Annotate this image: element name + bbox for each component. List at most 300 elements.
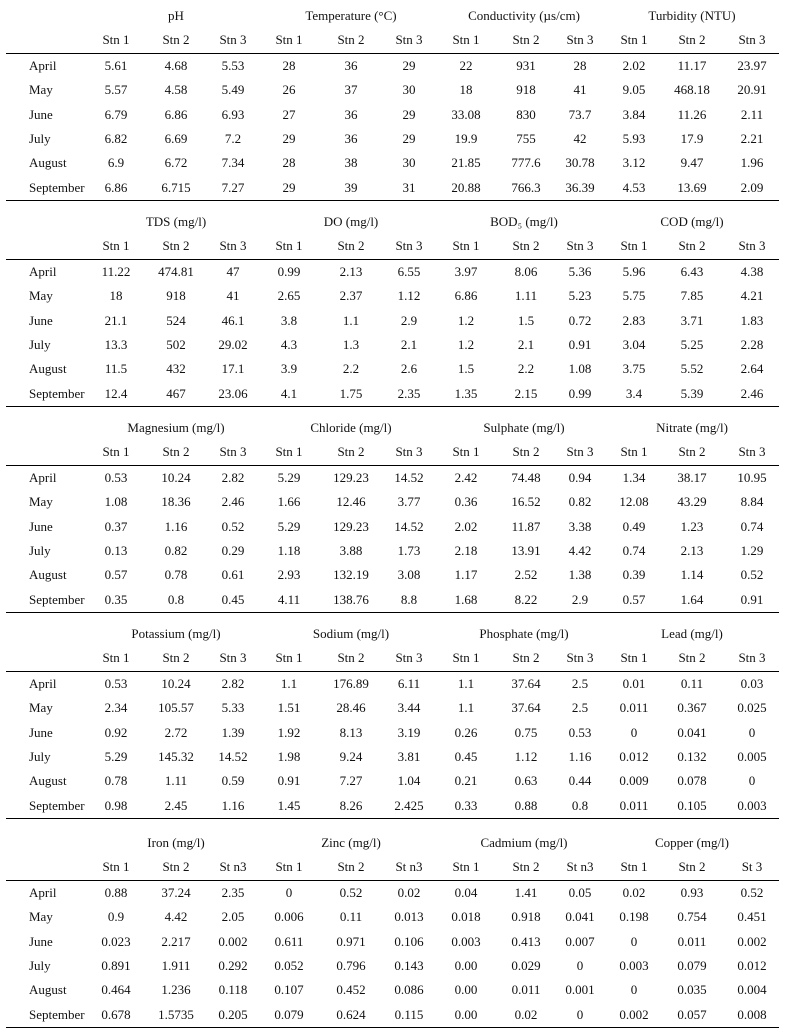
station-label: Stn 2 [337, 650, 365, 665]
table-cell: 2.11 [740, 106, 764, 122]
table-cell: 5.61 [104, 58, 128, 73]
table-cell: 7.27 [339, 773, 363, 789]
station-label: St n3 [566, 859, 594, 874]
table-cell: 0.013 [394, 909, 424, 925]
station-label: Stn 3 [566, 32, 594, 47]
station-label: Stn 1 [102, 32, 130, 47]
table-cell: 3.38 [568, 518, 592, 534]
table-cell: 0.001 [565, 982, 595, 998]
table-cell: 1.5 [457, 361, 475, 377]
table-cell: 0.011 [677, 933, 707, 949]
table-cell: 36 [344, 130, 358, 146]
table-cell: 2.2 [517, 361, 535, 377]
table-cell: 1.5735 [158, 1006, 194, 1022]
table-cell: 2.83 [622, 312, 646, 328]
table-cell: 0.29 [221, 542, 245, 558]
table-cell: 468.18 [674, 82, 710, 98]
table-cell: 33.08 [451, 106, 481, 122]
station-label: Stn 1 [102, 444, 130, 459]
table-cell: 474.81 [158, 264, 194, 279]
group-header-row [2, 4, 783, 28]
table-row [2, 333, 783, 357]
station-label: Stn 1 [452, 32, 480, 47]
table-cell: 41 [226, 288, 240, 304]
group-header-row [2, 210, 783, 234]
parameter-title: Cadmium (mg/l) [480, 835, 568, 850]
table-cell: 73.7 [568, 106, 592, 122]
station-label: Stn 3 [219, 32, 247, 47]
station-label: Stn 1 [275, 650, 303, 665]
table-cell: 3.75 [622, 361, 646, 377]
station-label: Stn 3 [219, 650, 247, 665]
table-cell: 11.26 [677, 106, 707, 122]
station-label: Stn 3 [566, 444, 594, 459]
table-cell: 5.96 [622, 264, 646, 279]
table-cell: 1.29 [740, 542, 764, 558]
table-cell: 28 [573, 58, 587, 73]
table-cell: 0.106 [394, 933, 424, 949]
table-cell: 0.012 [737, 957, 767, 973]
table-cell: 9.24 [339, 748, 363, 764]
table-cell: 1.16 [568, 748, 592, 764]
table-cell: 0.57 [104, 567, 128, 583]
table-cell: 2.93 [277, 567, 301, 583]
table-cell: 43.29 [677, 494, 707, 510]
month-label: June [29, 106, 53, 122]
table-cell: 8.13 [339, 724, 363, 740]
table-cell: 0.292 [218, 957, 248, 973]
table-cell: 7.34 [221, 155, 245, 171]
table-cell: 0.205 [218, 1006, 248, 1022]
table-cell: 5.39 [680, 385, 704, 401]
table-cell: 1.1 [280, 676, 298, 691]
table-cell: 6.93 [221, 106, 245, 122]
table-cell: 0.029 [511, 957, 541, 973]
table-cell: 0.132 [677, 748, 707, 764]
table-cell: 129.23 [333, 518, 369, 534]
group-header-row [2, 622, 783, 646]
month-label: August [29, 155, 67, 171]
parameter-title: DO (mg/l) [323, 214, 379, 229]
table-row [2, 794, 783, 818]
table-cell: 2.1 [400, 336, 418, 352]
table-cell: 8.84 [740, 494, 764, 510]
table-cell: 432 [166, 361, 186, 377]
station-label: Stn 3 [738, 444, 766, 459]
table-cell: 0.36 [454, 494, 478, 510]
table-cell: 3.12 [622, 155, 646, 171]
table-row [2, 588, 783, 612]
table-cell: 0.52 [740, 885, 764, 900]
table-cell: 0.93 [680, 885, 704, 900]
station-label: Stn 1 [620, 444, 648, 459]
month-label: July [29, 957, 51, 973]
station-label: Stn 3 [219, 238, 247, 253]
table-cell: 1.1 [342, 312, 360, 328]
table-cell: 3.84 [622, 106, 646, 122]
month-label: April [29, 885, 57, 900]
table-cell: 0.45 [221, 591, 245, 607]
station-header-row [2, 28, 783, 52]
table-cell: 1.51 [277, 700, 301, 716]
table-cell: 0.53 [104, 676, 128, 691]
table-cell: 7.2 [224, 130, 242, 146]
table-cell: 4.21 [740, 288, 764, 304]
table-row [2, 672, 783, 696]
table-cell: 0.74 [622, 542, 646, 558]
table-cell: 0.971 [336, 933, 366, 949]
station-label: Stn 2 [512, 238, 540, 253]
table-cell: 3.4 [625, 385, 643, 401]
table-row [2, 1003, 783, 1027]
table-cell: 1.35 [454, 385, 478, 401]
table-cell: 26 [282, 82, 296, 98]
table-cell: 5.49 [221, 82, 245, 98]
table-row [2, 176, 783, 200]
table-cell: 0.018 [451, 909, 481, 925]
table-cell: 2.35 [221, 885, 245, 900]
table-cell: 8.06 [514, 264, 538, 279]
table-cell: 12.4 [104, 385, 128, 401]
table-cell: 16.52 [511, 494, 541, 510]
table-cell: 0.78 [104, 773, 128, 789]
table-cell: 5.57 [104, 82, 128, 98]
table-cell: 38 [344, 155, 358, 171]
station-label: Stn 2 [337, 859, 365, 874]
table-cell: 0.002 [218, 933, 248, 949]
table-cell: 2.46 [221, 494, 245, 510]
table-cell: 2.13 [680, 542, 704, 558]
table-cell: 2.5 [571, 700, 589, 716]
table-cell: 3.81 [397, 748, 421, 764]
table-cell: 0.011 [619, 797, 649, 813]
table-cell: 0.00 [454, 1006, 478, 1022]
table-cell: 21.85 [451, 155, 481, 171]
table-cell: 1.45 [277, 797, 301, 813]
table-cell: 5.29 [104, 748, 128, 764]
table-cell: 5.52 [680, 361, 704, 377]
table-cell: 46.1 [221, 312, 245, 328]
table-cell: 0.52 [740, 567, 764, 583]
table-cell: 11.5 [104, 361, 128, 377]
table-cell: 2.9 [571, 591, 589, 607]
table-cell: 17.1 [221, 361, 245, 377]
table-cell: 12.08 [619, 494, 649, 510]
station-header-row [2, 234, 783, 258]
parameter-title: Iron (mg/l) [147, 835, 205, 850]
table-cell: 4.58 [164, 82, 188, 98]
month-label: August [29, 982, 67, 998]
table-cell: 1.911 [161, 957, 191, 973]
table-cell: 1.73 [397, 542, 421, 558]
table-cell: 4.68 [164, 58, 188, 73]
table-cell: 3.8 [280, 312, 298, 328]
month-label: July [29, 130, 51, 146]
table-cell: 0.91 [740, 591, 764, 607]
parameter-title: Lead (mg/l) [661, 626, 723, 641]
table-cell: 19.9 [454, 130, 478, 146]
table-cell: 8.8 [400, 591, 418, 607]
table-cell: 755 [516, 130, 536, 146]
table-row [2, 54, 783, 78]
month-label: May [29, 82, 53, 98]
table-cell: 0.82 [568, 494, 592, 510]
month-label: June [29, 312, 53, 328]
table-cell: 777.6 [511, 155, 541, 171]
table-cell: 2.2 [342, 361, 360, 377]
station-label: Stn 2 [512, 444, 540, 459]
table-cell: 931 [516, 58, 536, 73]
table-cell: 41 [573, 82, 587, 98]
table-cell: 1.17 [454, 567, 478, 583]
month-label: September [29, 1006, 85, 1022]
table-cell: 0.01 [622, 676, 646, 691]
table-cell: 176.89 [333, 676, 369, 691]
table-cell: 524 [166, 312, 186, 328]
table-cell: 1.16 [164, 518, 188, 534]
table-cell: 14.52 [218, 748, 248, 764]
table-cell: 0.003 [737, 797, 767, 813]
table-cell: 0.041 [565, 909, 595, 925]
table-cell: 2.5 [571, 676, 589, 691]
table-cell: 2.09 [740, 179, 764, 195]
parameter-title: COD (mg/l) [660, 214, 724, 229]
table-row [2, 490, 783, 514]
table-cell: 0.012 [619, 748, 649, 764]
table-cell: 37.64 [511, 700, 541, 716]
table-cell: 2.15 [514, 385, 538, 401]
table-cell: 36 [344, 106, 358, 122]
block-bottom-rule [6, 612, 779, 613]
table-cell: 0.143 [394, 957, 424, 973]
table-cell: 5.25 [680, 336, 704, 352]
station-label: Stn 2 [678, 859, 706, 874]
table-cell: 37 [344, 82, 358, 98]
block-bottom-rule [6, 406, 779, 407]
table-cell: 13.3 [104, 336, 128, 352]
table-cell: 14.52 [394, 518, 424, 534]
parameter-title: Magnesium (mg/l) [127, 420, 225, 435]
station-label: St n3 [395, 859, 423, 874]
table-cell: 21.1 [104, 312, 128, 328]
station-label: Stn 2 [162, 238, 190, 253]
table-cell: 0.02 [622, 885, 646, 900]
table-cell: 0.91 [277, 773, 301, 789]
table-row [2, 78, 783, 102]
station-label: Stn 1 [620, 859, 648, 874]
month-label: April [29, 676, 57, 691]
table-cell: 5.33 [221, 700, 245, 716]
table-cell: 1.1 [457, 676, 475, 691]
station-header-row [2, 855, 783, 879]
table-cell: 0.02 [514, 1006, 538, 1022]
table-cell: 2.46 [740, 385, 764, 401]
table-cell: 0.37 [104, 518, 128, 534]
table-cell: 0.086 [394, 982, 424, 998]
station-label: Stn 1 [275, 859, 303, 874]
table-cell: 14.52 [394, 470, 424, 485]
table-row [2, 466, 783, 490]
table-cell: 6.715 [161, 179, 191, 195]
station-label: Stn 2 [337, 32, 365, 47]
table-cell: 0.011 [511, 982, 541, 998]
table-cell: 0.02 [397, 885, 421, 900]
table-cell: 1.23 [680, 518, 704, 534]
table-cell: 2.217 [161, 933, 191, 949]
table-cell: 1.75 [339, 385, 363, 401]
table-row [2, 954, 783, 978]
table-cell: 13.91 [511, 542, 541, 558]
table-row [2, 151, 783, 175]
table-cell: 129.23 [333, 470, 369, 485]
table-cell: 4.53 [622, 179, 646, 195]
table-cell: 2.45 [164, 797, 188, 813]
table-cell: 5.75 [622, 288, 646, 304]
station-label: Stn 1 [620, 238, 648, 253]
table-cell: 2.1 [517, 336, 535, 352]
table-cell: 0.52 [339, 885, 363, 900]
table-cell: 0.754 [677, 909, 707, 925]
station-label: Stn 3 [395, 444, 423, 459]
month-label: May [29, 700, 53, 716]
table-cell: 27 [282, 106, 296, 122]
table-cell: 0.74 [740, 518, 764, 534]
table-row [2, 103, 783, 127]
table-cell: 1.18 [277, 542, 301, 558]
table-cell: 0.59 [221, 773, 245, 789]
table-cell: 6.79 [104, 106, 128, 122]
table-cell: 1.12 [397, 288, 421, 304]
table-cell: 5.36 [568, 264, 592, 279]
block-bottom-rule [6, 200, 779, 201]
table-cell: 0.33 [454, 797, 478, 813]
table-cell: 4.11 [277, 591, 301, 607]
table-cell: 11.22 [101, 264, 131, 279]
table-cell: 0.003 [619, 957, 649, 973]
parameter-title: Conductivity (µs/cm) [468, 8, 580, 23]
table-cell: 0.82 [164, 542, 188, 558]
station-label: Stn 1 [275, 444, 303, 459]
parameter-title: Turbidity (NTU) [648, 8, 736, 23]
station-label: Stn 3 [738, 32, 766, 47]
station-label: Stn 2 [162, 650, 190, 665]
station-label: Stn 2 [678, 444, 706, 459]
table-cell: 10.24 [161, 676, 191, 691]
table-cell: 0.079 [274, 1006, 304, 1022]
table-cell: 0.72 [568, 312, 592, 328]
table-cell: 2.28 [740, 336, 764, 352]
table-cell: 0 [630, 724, 638, 740]
station-label: Stn 3 [219, 444, 247, 459]
station-label: Stn 3 [566, 238, 594, 253]
station-label: Stn 2 [337, 238, 365, 253]
table-cell: 2.82 [221, 676, 245, 691]
table-cell: 0 [576, 957, 584, 973]
month-label: April [29, 264, 57, 279]
station-label: Stn 3 [395, 238, 423, 253]
table-cell: 2.82 [221, 470, 245, 485]
table-cell: 766.3 [511, 179, 541, 195]
table-cell: 2.35 [397, 385, 421, 401]
parameter-title: Sodium (mg/l) [312, 626, 390, 641]
table-cell: 9.47 [680, 155, 704, 171]
table-cell: 0.413 [511, 933, 541, 949]
table-row [2, 978, 783, 1002]
table-cell: 1.11 [164, 773, 188, 789]
table-cell: 38.17 [677, 470, 707, 485]
table-cell: 0 [748, 773, 756, 789]
table-cell: 0.92 [104, 724, 128, 740]
block-bottom-rule [6, 1027, 779, 1028]
table-cell: 0.115 [394, 1006, 424, 1022]
parameter-title: pH [168, 8, 184, 23]
table-cell: 0.88 [104, 885, 128, 900]
table-row [2, 930, 783, 954]
table-cell: 830 [516, 106, 536, 122]
table-cell: 6.43 [680, 264, 704, 279]
table-cell: 6.82 [104, 130, 128, 146]
station-label: Stn 1 [102, 859, 130, 874]
table-cell: 4.42 [164, 909, 188, 925]
group-header-row [2, 831, 783, 855]
table-cell: 20.88 [451, 179, 481, 195]
table-cell: 0.99 [568, 385, 592, 401]
month-label: September [29, 591, 85, 607]
month-label: September [29, 179, 85, 195]
table-cell: 0.94 [568, 470, 592, 485]
table-cell: 47 [226, 264, 240, 279]
station-label: Stn 1 [102, 650, 130, 665]
table-row [2, 563, 783, 587]
table-cell: 1.16 [221, 797, 245, 813]
table-cell: 0.11 [339, 909, 363, 925]
table-cell: 18 [109, 288, 123, 304]
table-cell: 2.18 [454, 542, 478, 558]
group-header-row [2, 416, 783, 440]
table-cell: 29 [402, 106, 416, 122]
table-cell: 10.95 [737, 470, 767, 485]
table-cell: 22 [459, 58, 473, 73]
table-cell: 1.14 [680, 567, 704, 583]
table-cell: 132.19 [333, 567, 369, 583]
table-cell: 39 [344, 179, 358, 195]
station-label: Stn 2 [678, 32, 706, 47]
table-cell: 145.32 [158, 748, 194, 764]
table-cell: 1.96 [740, 155, 764, 171]
station-label: Stn 1 [275, 32, 303, 47]
station-label: Stn 2 [512, 650, 540, 665]
table-cell: 0.99 [277, 264, 301, 279]
table-row [2, 881, 783, 905]
table-cell: 28 [282, 155, 296, 171]
table-cell: 0.464 [101, 982, 131, 998]
table-row [2, 769, 783, 793]
table-cell: 0.00 [454, 982, 478, 998]
table-cell: 20.91 [737, 82, 767, 98]
table-cell: 0.025 [737, 700, 767, 716]
table-cell: 1.92 [277, 724, 301, 740]
table-cell: 5.29 [277, 470, 301, 485]
table-cell: 36 [344, 58, 358, 73]
table-cell: 0.8 [167, 591, 185, 607]
table-cell: 0.918 [511, 909, 541, 925]
station-label: Stn 1 [102, 238, 130, 253]
table-cell: 0.796 [336, 957, 366, 973]
table-cell: 0.057 [677, 1006, 707, 1022]
table-cell: 1.38 [568, 567, 592, 583]
table-cell: 4.1 [280, 385, 298, 401]
station-label: Stn 2 [162, 444, 190, 459]
